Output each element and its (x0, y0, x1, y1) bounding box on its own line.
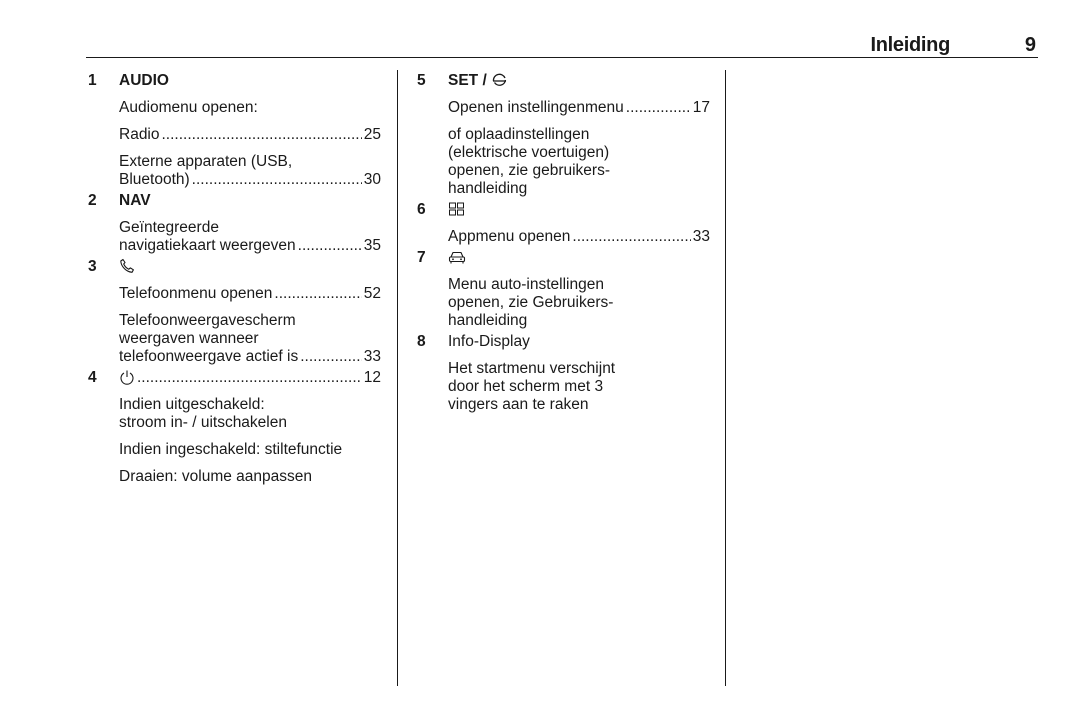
toc-entry-external[interactable]: Bluetooth) ..... 30 (119, 171, 381, 189)
item-description: vingers aan te raken (448, 396, 589, 413)
car-icon (448, 249, 466, 265)
item-description: Audiomenu openen: (119, 99, 258, 116)
toc-entry-app-menu[interactable]: Appmenu openen ..... 33 (448, 228, 710, 246)
item-heading: NAV (119, 192, 151, 209)
toc-entry-radio[interactable]: Radio ..... 25 (119, 126, 381, 144)
item-description: Menu auto-instellingen (448, 276, 604, 293)
item-heading: Info-Display (448, 333, 530, 350)
page-ref: 33 (363, 348, 381, 365)
toc-entry-navigation[interactable]: navigatiekaart weergeven ..... 35 (119, 237, 381, 255)
item-phone (88, 258, 381, 366)
toc-entry-power[interactable] (119, 369, 381, 387)
column-divider-2 (725, 70, 726, 686)
item-number: 2 (88, 192, 97, 209)
item-info-display (417, 333, 710, 414)
item-description: Externe apparaten (USB, (119, 153, 293, 170)
item-number: 4 (88, 369, 97, 386)
item-description: Indien ingeschakeld: stiltefunctie (119, 441, 343, 458)
item-number: 5 (417, 72, 426, 89)
page-ref: 33 (692, 228, 710, 245)
item-description: weergaven wanneer (119, 330, 259, 347)
item-description: openen, zie gebruikers- (448, 162, 610, 179)
item-description: Draaien: volume aanpassen (119, 468, 313, 485)
item-description: door het scherm met 3 (448, 378, 604, 395)
item-description: Het startmenu verschijnt (448, 360, 616, 377)
page-header (86, 30, 1038, 58)
app-grid-icon (448, 201, 465, 217)
right-column (417, 72, 710, 414)
item-number: 1 (88, 72, 97, 89)
item-nav (88, 192, 381, 255)
page-ref: 30 (363, 171, 381, 188)
charging-icon (491, 72, 508, 88)
item-heading: AUDIO (119, 72, 169, 89)
item-description: handleiding (448, 180, 528, 197)
toc-entry-phone-menu[interactable]: Telefoonmenu openen ..... 52 (119, 285, 381, 303)
item-number: 3 (88, 258, 97, 275)
page-number: 9 (1024, 34, 1036, 56)
item-description: handleiding (448, 312, 528, 329)
item-heading: SET / (448, 72, 487, 89)
toc-entry-settings-menu[interactable]: Openen instellingenmenu ..... 17 (448, 99, 710, 117)
item-audio (88, 72, 381, 189)
item-apps (417, 201, 710, 246)
page-ref: 35 (363, 237, 381, 254)
page-ref: 17 (692, 99, 710, 116)
item-description: Indien uitgeschakeld: (119, 396, 265, 413)
item-description: (elektrische voertuigen) (448, 144, 610, 161)
item-settings (417, 72, 710, 198)
page-ref: 52 (363, 285, 381, 302)
section-title: Inleiding (870, 34, 950, 56)
item-number: 7 (417, 249, 426, 266)
item-description: openen, zie Gebruikers- (448, 294, 614, 311)
item-number: 6 (417, 201, 426, 218)
column-divider-1 (397, 70, 398, 686)
item-number: 8 (417, 333, 426, 350)
item-description: Geïntegreerde (119, 219, 219, 236)
phone-icon (119, 258, 135, 274)
power-icon (119, 369, 135, 385)
page-ref: 25 (363, 126, 381, 143)
item-description: of oplaadinstellingen (448, 126, 590, 143)
item-description: stroom in- / uitschakelen (119, 414, 287, 431)
toc-entry-phone-projection[interactable]: telefoonweergave actief is ..... 33 (119, 348, 381, 366)
item-power (88, 369, 381, 486)
left-column (88, 72, 381, 486)
item-vehicle (417, 249, 710, 330)
item-description: Telefoonweergavescherm (119, 312, 296, 329)
page-ref: 12 (363, 369, 381, 386)
